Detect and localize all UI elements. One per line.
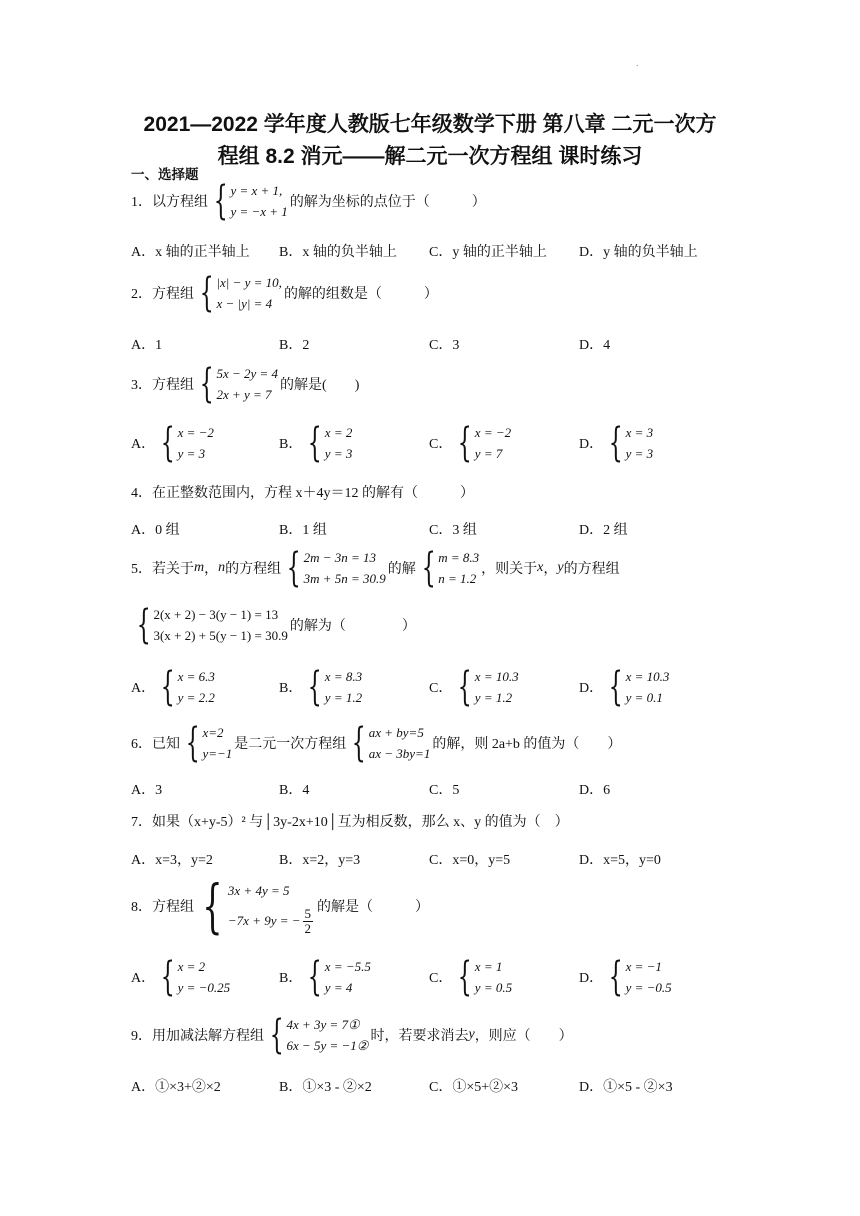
option-c[interactable]: C．y 轴的正半轴上: [429, 245, 547, 260]
question-number: 2．: [131, 287, 152, 302]
equation: x = −5.5: [324, 959, 371, 974]
question-4: [131, 482, 474, 502]
question-text: 的解的组数是（ ）: [283, 287, 438, 302]
equation-left: −7x + 9y = −: [227, 913, 301, 928]
option-label: D．: [579, 971, 604, 986]
option-b[interactable]: B．x=2，y=3: [279, 853, 361, 868]
equation: y = 2.2: [177, 690, 215, 705]
question-9: [131, 1014, 573, 1056]
equation: y = 7: [474, 446, 503, 461]
question-text: 若关于: [152, 562, 194, 577]
equation: 2x + y = 7: [216, 387, 272, 402]
question-text: 的解: [387, 562, 416, 577]
option-d[interactable]: D．6: [579, 783, 611, 798]
variable-y: y: [468, 1027, 475, 1042]
fraction: [303, 907, 314, 936]
equation: x = 6.3: [177, 669, 215, 684]
option-a[interactable]: A．1: [131, 338, 163, 353]
option-label: A．: [131, 971, 156, 986]
fraction-denominator: 2: [304, 920, 312, 936]
fraction-numerator: 5: [304, 905, 312, 921]
option-a[interactable]: A．3: [131, 783, 163, 798]
equation: x=2: [202, 725, 224, 740]
option-a[interactable]: A．①×3+②×2: [131, 1080, 221, 1095]
question-text: 的方程组: [225, 562, 282, 577]
question-number: 3．: [131, 378, 152, 393]
option-a[interactable]: A．0 组: [131, 523, 180, 538]
equation: x = 10.3: [625, 669, 670, 684]
equation-system: { ax + by=5 ax − 3by=1: [352, 720, 431, 766]
equation: x = −2: [474, 425, 512, 440]
option-label: C．: [429, 681, 453, 696]
equation: y = 0.1: [625, 690, 663, 705]
equation: 5x − 2y = 4: [216, 366, 279, 381]
option-b[interactable]: B．①×3 - ②×2: [279, 1080, 372, 1095]
option-label: A．: [131, 681, 156, 696]
equation-system: { 2m − 3n = 13 3m + 5n = 30.9: [286, 545, 386, 591]
option-b[interactable]: B．4: [279, 783, 310, 798]
option-a[interactable]: A． { x = 2 y = −0.25: [131, 954, 231, 1000]
equation: m = 8.3: [438, 550, 480, 565]
option-c[interactable]: C． { x = −2 y = 7: [429, 420, 512, 466]
equation: ax + by=5: [368, 725, 424, 740]
equation: |x| − y = 10,: [216, 275, 282, 290]
equation: y = −0.25: [177, 980, 231, 995]
equation: 3(x + 2) + 5(y − 1) = 30.9: [153, 628, 288, 643]
question-7: [131, 811, 569, 831]
equation: x = 8.3: [324, 669, 363, 684]
equation: 2m − 3n = 13: [303, 550, 377, 565]
option-c[interactable]: C．3 组: [429, 523, 477, 538]
question-text: 已知: [152, 737, 180, 752]
equation: x = 10.3: [474, 669, 519, 684]
option-b[interactable]: B． { x = −5.5 y = 4: [279, 954, 371, 1000]
option-label: B．: [279, 971, 303, 986]
equation: y = 1.2: [324, 690, 363, 705]
question-number: 7．: [131, 815, 152, 830]
option-d[interactable]: D． { x = 3 y = 3: [579, 420, 654, 466]
equation: 3x + 4y = 5: [227, 883, 290, 898]
equation: y = −0.5: [625, 980, 672, 995]
punctuation: ，: [204, 562, 219, 577]
option-c[interactable]: C．①×5+②×3: [429, 1080, 519, 1095]
variable-x: x: [537, 560, 544, 575]
option-b[interactable]: B． { x = 2 y = 3: [279, 420, 353, 466]
option-a[interactable]: A．x=3，y=2: [131, 853, 213, 868]
option-a[interactable]: A． { x = 6.3 y = 2.2: [131, 664, 215, 710]
header-mark: .: [636, 58, 639, 69]
option-d[interactable]: D．4: [579, 338, 611, 353]
option-a[interactable]: A． { x = −2 y = 3: [131, 420, 214, 466]
question-text: 的解为坐标的点位于（ ）: [289, 195, 486, 210]
equation-system: { y = x + 1, y = −x + 1: [213, 178, 288, 224]
question-text: 方程组: [152, 378, 194, 393]
option-c[interactable]: C．3: [429, 338, 460, 353]
equation: 6x − 5y = −1②: [286, 1038, 369, 1053]
option-label: B．: [279, 681, 303, 696]
question-text: 以方程组: [152, 195, 208, 210]
question-text: 的解，则 2a+b 的值为（ ）: [432, 737, 622, 752]
variable-y: y: [557, 560, 564, 575]
equation: y = 4: [324, 980, 353, 995]
question-text: 时，若要求消去: [370, 1029, 469, 1044]
question-number: 5．: [131, 562, 152, 577]
question-text: 的解是（ ）: [317, 900, 430, 915]
equation: y = 0.5: [474, 980, 513, 995]
equation: x = −2: [177, 425, 214, 440]
question-text: ，则应（ ）: [474, 1029, 573, 1044]
equation-system: { 4x + 3y = 7① 6x − 5y = −1②: [269, 1012, 369, 1058]
option-c[interactable]: C．x=0，y=5: [429, 853, 511, 868]
equation: y = 3: [177, 446, 206, 461]
question-number: 8．: [131, 900, 152, 915]
option-c[interactable]: C． { x = 1 y = 0.5: [429, 954, 513, 1000]
question-number: 6．: [131, 737, 152, 752]
option-label: D．: [579, 681, 604, 696]
option-b[interactable]: B．1 组: [279, 523, 327, 538]
option-c[interactable]: C． { x = 10.3 y = 1.2: [429, 664, 519, 710]
equation: 2(x + 2) − 3(y − 1) = 13: [153, 607, 279, 622]
question-text: 的解为（ ）: [289, 619, 416, 634]
equation-system: { |x| − y = 10, x − |y| = 4: [199, 270, 282, 316]
option-d[interactable]: D． { x = 10.3 y = 0.1: [579, 664, 670, 710]
equation: x = −1: [625, 959, 662, 974]
solution-system: { m = 8.3 n = 1.2: [421, 545, 480, 591]
option-d[interactable]: D．x=5，y=0: [579, 853, 661, 868]
option-d[interactable]: D．①×5 - ②×3: [579, 1080, 673, 1095]
option-label: C．: [429, 437, 453, 452]
equation: ax − 3by=1: [368, 746, 431, 761]
page-title-line-1: 2021—2022 学年度人教版七年级数学下册 第八章 二元一次方: [143, 113, 717, 136]
question-text: 的方程组: [563, 562, 620, 577]
option-b[interactable]: B．2: [279, 338, 310, 353]
option-label: C．: [429, 971, 453, 986]
equation-system: { 3x + 4y = 5 −7x + 9y = − $\frac{5}{2}$: [196, 876, 315, 936]
question-5-continued: [131, 604, 416, 646]
equation: n = 1.2: [438, 571, 477, 586]
equation-system: { 2(x + 2) − 3(y − 1) = 13 3(x + 2) + 5(y − 1) = 30.9: [136, 602, 288, 648]
question-5: [131, 547, 620, 589]
question-text: 方程组: [152, 287, 194, 302]
equation: x = 2: [177, 959, 206, 974]
solution-system: { x=2 y=−1: [185, 720, 233, 766]
question-text: 在正整数范围内，方程 x＋4y＝12 的解有（ ）: [152, 486, 474, 501]
option-label: B．: [279, 437, 303, 452]
question-text: 如果（x+y-5）² 与│3y-2x+10│互为相反数，那么 x、y 的值为（ ）: [152, 815, 569, 830]
question-3: [131, 363, 359, 405]
question-1: [131, 180, 486, 222]
equation: x = 2: [324, 425, 353, 440]
variable-m: m: [194, 560, 205, 575]
question-text: 是二元一次方程组: [234, 737, 347, 752]
option-c[interactable]: C．5: [429, 783, 460, 798]
option-label: D．: [579, 437, 604, 452]
option-b[interactable]: B． { x = 8.3 y = 1.2: [279, 664, 363, 710]
question-number: 9．: [131, 1029, 152, 1044]
question-number: 1．: [131, 195, 152, 210]
question-text: 用加减法解方程组: [152, 1029, 264, 1044]
option-label: A．: [131, 437, 156, 452]
equation: 4x + 3y = 7①: [286, 1017, 360, 1032]
punctuation: ，: [543, 562, 558, 577]
question-text: 的解是( ): [280, 378, 360, 393]
option-a[interactable]: A．x 轴的正半轴上: [131, 245, 250, 260]
equation: 3m + 5n = 30.9: [303, 571, 386, 586]
question-2: [131, 272, 438, 314]
equation: y = x + 1,: [230, 183, 283, 198]
equation: y = −x + 1: [230, 204, 288, 219]
option-d[interactable]: D．y 轴的负半轴上: [579, 245, 698, 260]
question-text: ，则关于: [481, 562, 538, 577]
equation: x − |y| = 4: [216, 296, 273, 311]
equation: x = 3: [625, 425, 654, 440]
section-heading: 一、选择题: [131, 167, 199, 183]
question-8: [131, 872, 430, 940]
equation-system: { 5x − 2y = 4 2x + y = 7: [199, 361, 279, 407]
equation: y = 1.2: [474, 690, 513, 705]
question-6: [131, 722, 621, 764]
page-title-line-2: 程组 8.2 消元——解二元一次方程组 课时练习: [217, 145, 643, 168]
equation: y = 3: [324, 446, 353, 461]
question-text: 方程组: [152, 900, 194, 915]
equation: [228, 906, 315, 936]
option-b[interactable]: B．x 轴的负半轴上: [279, 245, 397, 260]
option-d[interactable]: D．2 组: [579, 523, 628, 538]
equation: y = 3: [625, 446, 654, 461]
equation: y=−1: [202, 746, 233, 761]
option-d[interactable]: D． { x = −1 y = −0.5: [579, 954, 672, 1000]
variable-n: n: [218, 560, 226, 575]
question-number: 4．: [131, 486, 152, 501]
equation: x = 1: [474, 959, 503, 974]
